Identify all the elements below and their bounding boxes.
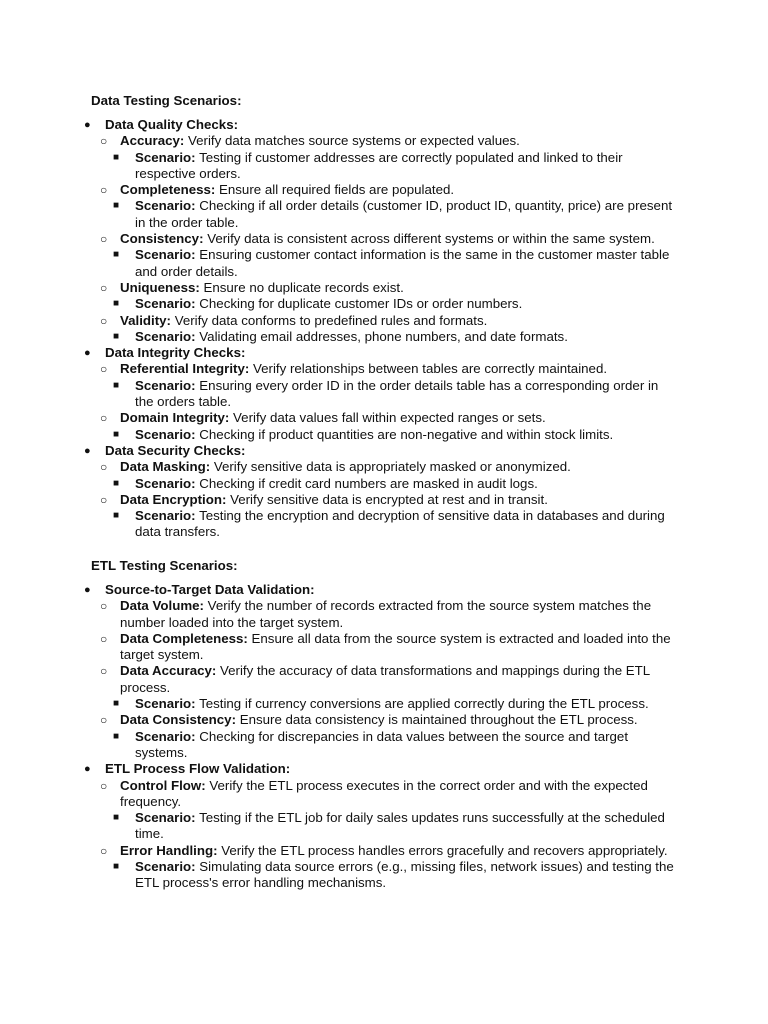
item-label: Control Flow: xyxy=(120,777,206,793)
scenario-item xyxy=(0,329,768,345)
item-description: Verify the ETL process handles errors gracefully and recovers appropriately. xyxy=(217,842,668,858)
item-label: Scenario: xyxy=(135,859,196,875)
item-label: Data Encryption: xyxy=(120,491,227,507)
hollow-bullet-icon: ○ xyxy=(100,460,108,475)
scenario-item xyxy=(0,198,768,231)
filled-bullet-icon: ● xyxy=(84,763,91,776)
item-label: Validity: xyxy=(120,312,171,328)
check-type-item xyxy=(0,492,768,508)
item-description: Ensure data consistency is maintained throughout the ETL process. xyxy=(236,712,638,728)
item-description: Verify sensitive data is encrypted at rest and in transit. xyxy=(226,491,548,507)
item-label: Data Completeness: xyxy=(120,630,248,646)
hollow-bullet-icon: ○ xyxy=(100,631,108,646)
item-label: Scenario: xyxy=(135,696,196,712)
hollow-bullet-icon: ○ xyxy=(100,183,108,198)
scenario-item xyxy=(0,859,768,892)
item-label: Scenario: xyxy=(135,475,196,491)
scenario-item xyxy=(0,810,768,843)
item-label: Scenario: xyxy=(135,328,196,344)
item-description: Verify the ETL process executes in the correct order and with the expected frequency. xyxy=(120,777,648,809)
scenario-item xyxy=(0,427,768,443)
item-label: Scenario: xyxy=(135,149,196,165)
data-testing-list xyxy=(0,117,768,541)
item-description: Ensure no duplicate records exist. xyxy=(199,279,404,295)
item-description: Verify the number of records extracted from the source system matches the number loaded into the target system. xyxy=(120,598,652,630)
check-type-item xyxy=(0,843,768,859)
hollow-bullet-icon: ○ xyxy=(100,778,108,793)
item-label: Uniqueness: xyxy=(120,279,200,295)
item-label: Data Accuracy: xyxy=(120,663,217,679)
item-description: Testing if the ETL job for daily sales updates runs successfully at the scheduled time. xyxy=(135,810,665,842)
item-label: Referential Integrity: xyxy=(120,361,250,377)
item-description: Validating email addresses, phone numbers, and date formats. xyxy=(195,328,568,344)
square-bullet-icon: ■ xyxy=(113,298,120,310)
item-label: ETL Process Flow Validation: xyxy=(105,761,291,777)
check-type-item xyxy=(0,663,768,696)
filled-bullet-icon: ● xyxy=(84,444,91,457)
item-description: Ensure all data from the source system is extracted and loaded into the target system. xyxy=(120,630,671,663)
square-bullet-icon: ■ xyxy=(113,812,120,824)
hollow-bullet-icon: ○ xyxy=(100,313,108,328)
scenario-item xyxy=(0,729,768,762)
square-bullet-icon: ■ xyxy=(113,477,120,489)
check-type-item xyxy=(0,231,768,247)
check-type-item xyxy=(0,598,768,631)
scenario-item xyxy=(0,150,768,183)
item-description: Testing the encryption and decryption of sensitive data in databases and during data transfers. xyxy=(135,508,665,540)
item-description: Ensuring every order ID in the order details table has a corresponding order in the orders table. xyxy=(135,377,659,410)
square-bullet-icon: ■ xyxy=(113,249,120,261)
scenario-item xyxy=(0,508,768,541)
check-category-item xyxy=(0,345,768,361)
check-type-item xyxy=(0,778,768,811)
etl-testing-list xyxy=(0,582,768,892)
item-label: Scenario: xyxy=(135,198,196,214)
hollow-bullet-icon: ○ xyxy=(100,362,108,377)
section-heading-etl-testing: ETL Testing Scenarios: xyxy=(91,558,238,573)
filled-bullet-icon: ● xyxy=(84,584,91,596)
square-bullet-icon: ■ xyxy=(113,428,120,440)
item-label: Accuracy: xyxy=(120,133,185,149)
item-description: Verify data is consistent across different systems or within the same system. xyxy=(203,231,655,247)
check-type-item xyxy=(0,133,768,149)
item-description: Checking if credit card numbers are masked in audit logs. xyxy=(195,475,538,491)
check-type-item xyxy=(0,280,768,296)
hollow-bullet-icon: ○ xyxy=(100,492,108,507)
item-label: Scenario: xyxy=(135,377,196,393)
item-label: Consistency: xyxy=(120,231,204,247)
item-description: Simulating data source errors (e.g., missing files, network issues) and testing the ETL process's error handling mechanisms. xyxy=(135,859,674,891)
square-bullet-icon: ■ xyxy=(113,151,120,163)
check-type-item xyxy=(0,631,768,664)
item-description: Ensuring customer contact information is the same in the customer master table and order details. xyxy=(135,247,670,279)
item-description: Testing if customer addresses are correctly populated and linked to their respective orders. xyxy=(135,149,623,181)
item-description: Verify data values fall within expected ranges or sets. xyxy=(229,410,546,426)
item-description: Checking for duplicate customer IDs or order numbers. xyxy=(195,296,523,312)
square-bullet-icon: ■ xyxy=(113,730,120,742)
item-description: Verify the accuracy of data transformations and mappings during the ETL process. xyxy=(120,663,650,695)
square-bullet-icon: ■ xyxy=(113,510,120,522)
item-label: Scenario: xyxy=(135,728,196,744)
filled-bullet-icon: ● xyxy=(84,119,91,131)
item-description: Checking for discrepancies in data values between the source and target systems. xyxy=(135,728,629,760)
check-category-item xyxy=(0,443,768,459)
item-label: Data Volume: xyxy=(120,598,204,614)
item-label: Scenario: xyxy=(135,426,196,442)
item-description: Ensure all required fields are populated. xyxy=(215,182,455,198)
check-category-item xyxy=(0,582,768,598)
square-bullet-icon: ■ xyxy=(113,861,120,873)
item-label: Error Handling: xyxy=(120,842,218,858)
item-description: Verify sensitive data is appropriately masked or anonymized. xyxy=(210,459,571,475)
item-label: Scenario: xyxy=(135,508,196,524)
scenario-item xyxy=(0,296,768,312)
item-label: Completeness: xyxy=(120,182,216,198)
item-label: Data Security Checks: xyxy=(105,442,246,458)
hollow-bullet-icon: ○ xyxy=(100,664,108,679)
check-category-item xyxy=(0,761,768,777)
item-label: Scenario: xyxy=(135,810,196,826)
scenario-item xyxy=(0,696,768,712)
item-label: Scenario: xyxy=(135,296,196,312)
hollow-bullet-icon: ○ xyxy=(100,411,108,426)
hollow-bullet-icon: ○ xyxy=(100,843,108,858)
square-bullet-icon: ■ xyxy=(113,379,120,391)
item-description: Checking if all order details (customer ID, product ID, quantity, price) are present in the order table. xyxy=(135,198,673,230)
item-description: Checking if product quantities are non-negative and within stock limits. xyxy=(195,426,614,442)
item-label: Data Masking: xyxy=(120,459,211,475)
item-description: Verify data matches source systems or expected values. xyxy=(184,133,520,149)
item-label: Data Consistency: xyxy=(120,712,237,728)
check-type-item xyxy=(0,182,768,198)
check-type-item xyxy=(0,361,768,377)
check-type-item xyxy=(0,712,768,728)
square-bullet-icon: ■ xyxy=(113,698,120,710)
item-label: Domain Integrity: xyxy=(120,410,230,426)
item-label: Data Quality Checks: xyxy=(105,117,239,132)
hollow-bullet-icon: ○ xyxy=(100,713,108,728)
item-description: Testing if currency conversions are applied correctly during the ETL process. xyxy=(195,696,649,712)
hollow-bullet-icon: ○ xyxy=(100,599,108,614)
item-description: Verify data conforms to predefined rules and formats. xyxy=(171,312,488,328)
filled-bullet-icon: ● xyxy=(84,347,91,360)
item-label: Source-to-Target Data Validation: xyxy=(105,582,315,597)
item-label: Scenario: xyxy=(135,247,196,263)
scenario-item xyxy=(0,378,768,411)
hollow-bullet-icon: ○ xyxy=(100,232,108,247)
check-type-item xyxy=(0,313,768,329)
check-category-item xyxy=(0,117,768,133)
hollow-bullet-icon: ○ xyxy=(100,134,108,149)
square-bullet-icon: ■ xyxy=(113,330,120,342)
scenario-item xyxy=(0,476,768,492)
check-type-item xyxy=(0,410,768,426)
item-description: Verify relationships between tables are correctly maintained. xyxy=(249,361,608,377)
square-bullet-icon: ■ xyxy=(113,200,120,212)
check-type-item xyxy=(0,459,768,475)
item-label: Data Integrity Checks: xyxy=(105,345,246,361)
scenario-item xyxy=(0,247,768,280)
section-heading-data-testing: Data Testing Scenarios: xyxy=(91,93,242,108)
hollow-bullet-icon: ○ xyxy=(100,280,108,295)
